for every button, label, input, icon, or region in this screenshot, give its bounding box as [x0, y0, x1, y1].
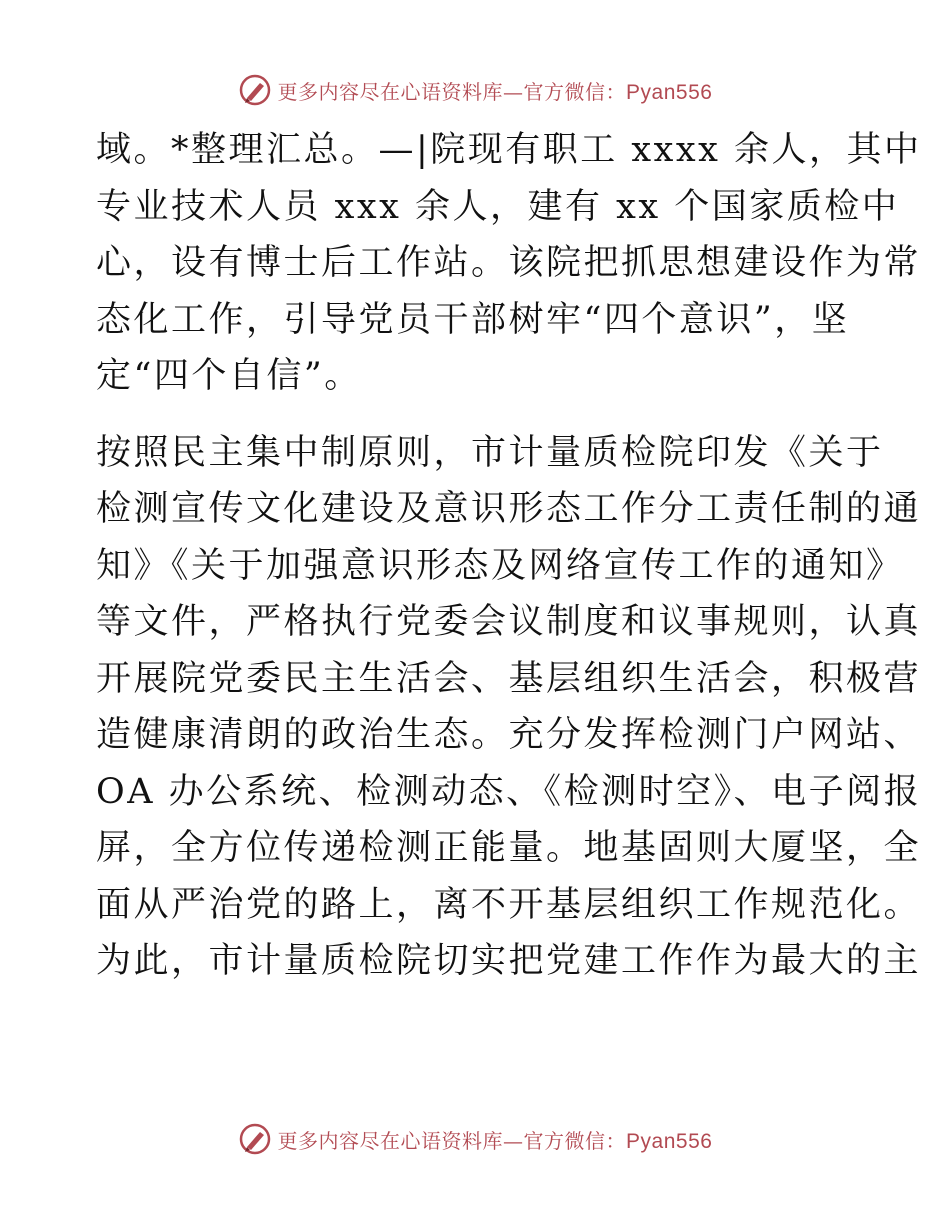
- paragraph-spacer: [96, 405, 866, 425]
- text-line: 专业技术人员 xxx 余人，建有 xx 个国家质检中: [96, 186, 900, 227]
- watermark-text-cn: 更多内容尽在心语资料库—官方微信：: [277, 79, 627, 104]
- text-line: 定“四个自信”。: [96, 356, 362, 396]
- pen-logo-icon: [238, 73, 272, 107]
- text-line: 心，设有博士后工作站。该院把抓思想建设作为常: [96, 243, 922, 283]
- text-line: 等文件，严格执行党委会议制度和议事规则，认真: [96, 602, 922, 642]
- text-line: 检测宣传文化建设及意识形态工作分工责任制的通: [96, 489, 922, 529]
- text-line: 按照民主集中制原则，市计量质检院印发《关于: [96, 432, 884, 473]
- text-line: 知》《关于加强意识形态及网络宣传工作的通知》: [96, 545, 904, 586]
- watermark-text: [278, 1125, 713, 1154]
- text-line: 为此，市计量质检院切实把党建工作作为最大的主: [96, 941, 922, 981]
- pen-logo-icon: [238, 1122, 272, 1156]
- watermark-wechat-id: Pyan556: [626, 1129, 713, 1153]
- text-line: 面从严治党的路上，离不开基层组织工作规范化。: [96, 884, 922, 925]
- text-line: 屏，全方位传递检测正能量。地基固则大厦坚，全: [96, 828, 922, 868]
- text-line: 开展院党委民主生活会、基层组织生活会，积极营: [96, 658, 922, 699]
- text-line: 造健康清朗的政治生态。充分发挥检测门户网站、: [96, 715, 922, 755]
- watermark-wechat-id: Pyan556: [626, 80, 713, 104]
- watermark-text-cn: 更多内容尽在心语资料库—官方微信：: [277, 1128, 627, 1153]
- header-watermark: [0, 70, 950, 110]
- watermark-text: [278, 76, 713, 105]
- paragraph-1: [96, 122, 922, 405]
- text-line: OA 办公系统、检测动态、《检测时空》、电子阅报: [96, 771, 922, 812]
- text-line: 态化工作，引导党员干部树牢“四个意识”，坚: [96, 299, 850, 340]
- document-body: [96, 122, 922, 990]
- paragraph-2: [96, 425, 922, 990]
- text-line: 域。*整理汇总。—|院现有职工 xxxx 余人，其中: [96, 130, 922, 170]
- footer-watermark: [0, 1119, 950, 1159]
